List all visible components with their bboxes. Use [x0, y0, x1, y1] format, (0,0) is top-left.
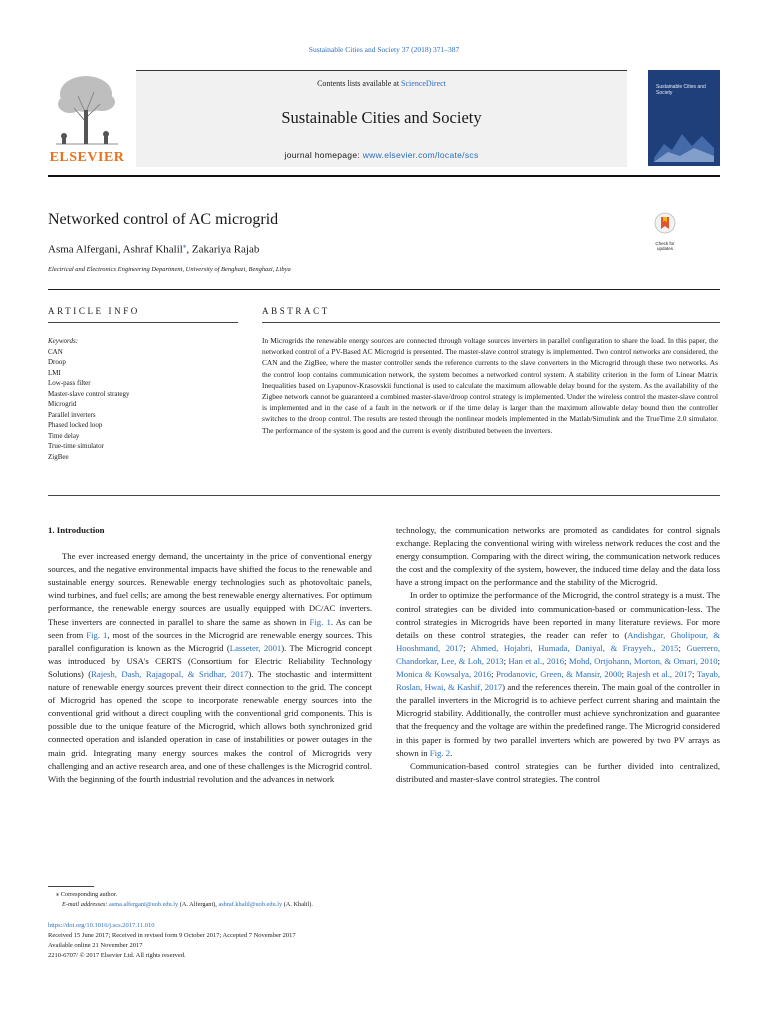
keyword-item: Parallel inverters — [48, 410, 96, 419]
citation-link[interactable]: Tayab, Roslan, Hwai, & Kashif, 2017 — [396, 669, 721, 693]
homepage-link[interactable]: www.elsevier.com/locate/scs — [362, 150, 479, 160]
keyword-item: Droop — [48, 358, 66, 366]
citation-link[interactable]: Rajesh, Dash, Rajagopal, & Sridhar, 2017 — [91, 668, 249, 679]
paragraph-text: ; — [503, 655, 509, 666]
article-title: Networked control of AC microgrid — [48, 211, 279, 228]
paragraph-text: ; — [491, 669, 496, 680]
footnotes — [48, 890, 720, 910]
citation-link[interactable]: Lasseter, 2001 — [229, 642, 282, 653]
author-affiliation: Electrical and Electronics Engineering Department, University of Benghazi, Benghazi, Libya — [48, 266, 291, 273]
footnote-rule — [48, 886, 94, 887]
citation-link[interactable]: Andishgar, Gholipour, & Hooshmand, 2017 — [396, 629, 721, 653]
paragraph-text: ) and the references therein. The main goal of the controller in the parallel inverters in the Microgrid is to achieve perfect current sharing and maintain the Microgrid stability. Additionally, the controller must achieve synchronization and guarantee that the frequency and the voltage are within the predefined range. The Microgrid considered in this paper is formed by two parallel inverters which are powered by two PV arrays as shown in — [396, 682, 720, 758]
paragraph-text: ; — [717, 655, 721, 666]
check-updates-label: Check for updates — [655, 241, 675, 251]
keyword-item: Microgrid — [48, 400, 77, 408]
author-name[interactable]: Zakariya Rajab — [191, 243, 260, 256]
contents-available: Contents lists available at ScienceDirect — [317, 79, 446, 88]
cover-title: Sustainable Cities and Society — [656, 84, 706, 96]
intro-paragraph: Communication-based control strategies can be further divided into centralized, distributed and master-slave control strategies. The control — [396, 760, 720, 784]
bookmark-icon — [654, 212, 676, 236]
email-link[interactable]: ashraf.khalil@uob.edu.ly — [218, 901, 283, 908]
email-addresses: E-mail addresses: asma.alfergani@uob.edu.ly (A. Alfergani), ashraf.khalil@uob.edu.ly (A. Khalil). — [62, 901, 313, 908]
journal-title: Sustainable Cities and Society — [281, 108, 482, 127]
abstract-text: In Microgrids the renewable energy sources are connected through voltage sources inverters in parallel configuration to share the load. In this paper, the networked control of a PV-Based AC Microgrid is presented. The master-slave control strategy is implemented. Two control networks are considered, the CAN and the ZigBee, where the master controller sends the reference currents to the slave converters in the Microgrid through these two networks. As the control loop contains communication network, the system becomes a networked control system. A stability criterion in the form of Linear Matrix Inequalities based on Lyapunov-Krasovskii functional is used to calculate the maximum allowable delay bound for the system. As the availability of the Zigbee network cannot be guaranteed a combined master-slave/droop control strategy is implemented. Under the wireless control the master-slave control is implemented and in the case of a fault in the network or if the time delay is larger than the maximum allowable delay bound then the controller switches to the droop control. The results are tested through the nonlinear models implemented in the Matlab/Simulink and the TrueTime 2.0 simulator. The performance of the system is good and the current is evenly distributed between the inverters. — [262, 336, 718, 435]
corresponding-author-mark[interactable]: ⁎ — [182, 242, 187, 250]
check-for-updates-badge[interactable] — [648, 212, 682, 252]
intro-paragraph — [396, 589, 720, 759]
citation-link[interactable]: Han et al., 2016 — [508, 655, 565, 666]
author-name[interactable]: Asma Alfergani — [48, 243, 118, 256]
citation-link[interactable]: Rajesh et al., 2017 — [626, 669, 692, 680]
keywords-label: Keywords: — [48, 337, 79, 345]
citation-link[interactable]: Ahmed, Hojabri, Humada, Daniyal, & Frayyeh., 2015 — [470, 642, 679, 653]
abstract-rule — [262, 322, 720, 323]
section-heading-introduction: 1. Introduction — [48, 525, 105, 535]
citation-link[interactable]: Guerrero, Chandorkar, Lee, & Loh, 2013 — [396, 642, 720, 666]
journal-citation[interactable]: Sustainable Cities and Society 37 (2018) 371–387 — [308, 45, 460, 54]
elsevier-wordmark: ELSEVIER — [49, 150, 125, 165]
journal-cover-image[interactable] — [648, 70, 720, 166]
keyword-item: LMI — [48, 368, 61, 377]
author-list: Asma Alfergani, Ashraf Khalil⁎, Zakariya Rajab — [48, 242, 260, 256]
received-dates: Received 15 June 2017; Received in revised form 9 October 2017; Accepted 7 November 2017 — [48, 932, 296, 939]
paragraph-text: ). The Microgrid concept was introduced by USA's CERTS (Consortium for Electric Reliability Technology Solutions) ( — [48, 642, 372, 679]
publication-info — [48, 921, 548, 961]
keyword-item: True-time simulator — [48, 442, 104, 450]
elsevier-tree-icon — [48, 70, 126, 148]
left-column — [48, 524, 372, 786]
available-online: Available online 21 November 2017 — [48, 942, 143, 949]
title-rule — [48, 289, 720, 290]
email-link[interactable]: asma.alfergani@uob.edu.ly — [109, 901, 179, 908]
citation-link[interactable]: Fig. 1 — [86, 629, 108, 640]
banner-rule — [48, 175, 720, 177]
author-name[interactable]: Ashraf Khalil — [122, 243, 183, 256]
paragraph-text: ; — [621, 669, 627, 680]
abstract-bottom-rule — [48, 495, 720, 496]
keyword-item: Low-pass filter — [48, 379, 91, 387]
keyword-item: Phased locked loop — [48, 421, 103, 429]
paragraph-text: ; — [691, 669, 697, 680]
citation-link[interactable]: Prodanovic, Green, & Mansir, 2000 — [495, 669, 622, 680]
paragraph-text: ; — [678, 642, 687, 653]
intro-paragraph — [48, 550, 372, 786]
doi-link[interactable]: https://doi.org/10.1016/j.scs.2017.11.010 — [48, 922, 155, 929]
sciencedirect-link[interactable]: ScienceDirect — [401, 79, 446, 88]
citation-link[interactable]: Fig. 1 — [309, 616, 331, 627]
keyword-item: Master-slave control strategy — [48, 389, 130, 398]
right-column — [396, 524, 720, 786]
intro-paragraph: technology, the communication networks are promoted as candidates for control signals exchange. Replacing the conventional wiring with wireless network reduces the cost and the energy consumption. Comparing with the direct wiring, the communication network reduces the cost and the complexity of the system, however, the induced time delay and the data loss have a strong impact on the performance and the stability of the Microgrid. — [396, 525, 720, 588]
citation-link[interactable]: Fig. 2 — [429, 747, 451, 758]
elsevier-logo[interactable] — [48, 70, 126, 166]
keyword-item: CAN — [48, 347, 63, 356]
paragraph-text: In order to optimize the performance of the Microgrid, the control strategy is a must. The control strategies can be divided into communication-based or communication-less. The control strategies in Microgrids have been reported in many literature reviews. For more details on these control strategies, the reader can refer to ( — [396, 590, 720, 640]
journal-homepage: journal homepage: www.elsevier.com/locate/scs — [284, 150, 479, 160]
citation-link[interactable]: Monica & Kowsalya, 2016 — [396, 669, 492, 680]
paragraph-text: ; — [564, 655, 569, 666]
paragraph-text: ). The stochastic and intermittent nature of renewable energy sources prevent their direct connection to the grid. The concept of Microgrid has opened the scope to incorporate renewable energy sources into the conventional grid without a direct coupling with the conventional grid components. This is possible due to the unique feature of the Microgrid, which allows both synchronized grid connected operation and islanded operation in case of instabilities or power outages in the main grid. Integrating many energy sources makes the control of Microgrids very challenging and an active research area, and one of these challenges is the Microgrid control. With the beginning of the fourth industrial revolution and the advances in network — [48, 668, 372, 784]
paragraph-text: , most of the sources in the Microgrid are renewable energy sources. This parallel configuration is known as the Microgrid ( — [48, 629, 373, 653]
paragraph-text: . — [450, 747, 453, 758]
keywords-block — [48, 336, 228, 462]
paragraph-text: . As can be seen from — [48, 616, 372, 640]
keyword-item: Time delay — [48, 431, 80, 440]
keyword-item: ZigBee — [48, 452, 69, 461]
citation-link[interactable]: Mohd, Ortjohann, Morton, & Omari, 2010 — [568, 655, 718, 666]
article-info-heading: ARTICLE INFO — [48, 306, 140, 316]
journal-banner — [48, 70, 628, 170]
paragraph-text: ; — [463, 642, 471, 653]
abstract-heading: ABSTRACT — [262, 306, 330, 316]
copyright: 2210-6707/ © 2017 Elsevier Ltd. All rights reserved. — [48, 952, 186, 959]
keywords-list — [48, 347, 228, 463]
info-rule — [48, 322, 238, 323]
corresponding-author-note: ⁎ Corresponding author. — [56, 891, 118, 898]
paragraph-text: The ever increased energy demand, the uncertainty in the price of conventional energy sources, and the negative environmental impacts have shifted the focus to the renewable and sustainable energy sources. Renewable energy technologies such as photovoltaic panels, wind turbines, and fuel cells; are among the best renewable energy alternatives. For optimum performance, the renewable energy sources are usually equipped with DC/AC inverters. These inverters are connected in parallel to share the same as shown in — [48, 551, 372, 627]
cover-graphic — [654, 118, 714, 162]
journal-info-box — [136, 70, 627, 167]
